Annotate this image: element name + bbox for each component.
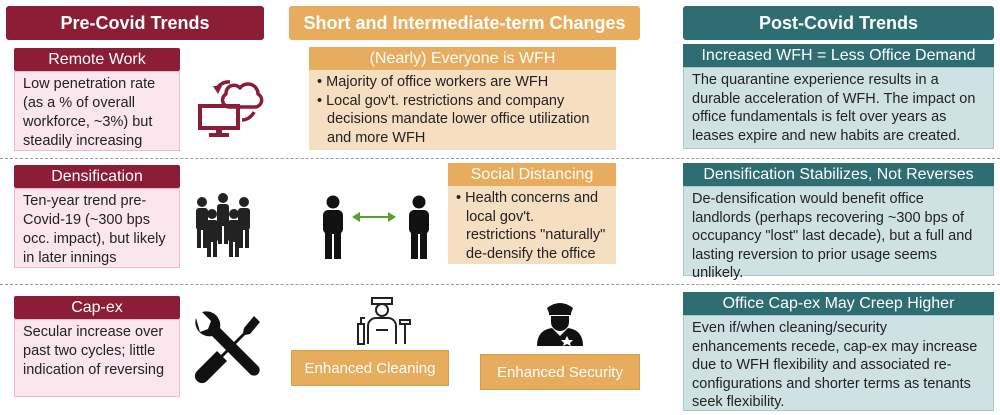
enhanced-security-pill: Enhanced Security xyxy=(480,354,640,390)
header-short-term: Short and Intermediate-term Changes xyxy=(289,6,640,40)
row-divider xyxy=(0,284,1000,285)
bullet-item: • Majority of office workers are WFH xyxy=(317,73,608,92)
header-pre-covid: Pre-Covid Trends xyxy=(6,6,264,40)
person-icon xyxy=(405,195,433,259)
densification-title: Densification xyxy=(14,165,180,188)
densification-stabilizes-title: Densification Stabilizes, Not Reverses xyxy=(683,163,994,186)
bullet-item: • Health concerns and local gov't. restrictions "naturally" de-densify the office xyxy=(456,189,608,263)
less-office-demand-title: Increased WFH = Less Office Demand xyxy=(683,44,994,67)
capex-creep-body: Even if/when cleaning/security enhancements recede, cap-ex may increase due to WFH flexibility and associated re-configurations and shorter terms as tenants seek flexibility. xyxy=(683,315,994,411)
cleaner-icon xyxy=(354,294,412,346)
security-guard-icon xyxy=(533,298,587,346)
social-distancing-body xyxy=(448,186,616,264)
densification-stabilizes-body: De-densification would benefit office landlords (perhaps recovering ~300 bps of occupancy "lost" last decade), but a full and lasting reversion to prior usage seems unlikely. xyxy=(683,186,994,276)
capex-creep-title: Office Cap-ex May Creep Higher xyxy=(683,292,994,315)
remote-work-title: Remote Work xyxy=(14,48,180,71)
everyone-wfh-body xyxy=(309,70,616,150)
header-post-covid: Post-Covid Trends xyxy=(683,6,994,40)
less-office-demand-body: The quarantine experience results in a durable acceleration of WFH. The impact on office fundamentals is felt over years as leases expire and new habits are created. xyxy=(683,67,994,149)
cloud-sync-monitor-icon xyxy=(196,72,266,138)
remote-work-body: Low penetration rate (as a % of overall workforce, ~3%) but steadily increasing xyxy=(14,71,180,151)
distance-arrow-icon xyxy=(352,211,396,223)
capex-body: Secular increase over past two cycles; little indication of reversing xyxy=(14,319,180,397)
bullet-item: • Local gov't. restrictions and company decisions mandate lower office utilization and more WFH xyxy=(317,92,608,148)
densification-body: Ten-year trend pre-Covid-19 (~300 bps occ. impact), but likely in later innings xyxy=(14,188,180,268)
everyone-wfh-title: (Nearly) Everyone is WFH xyxy=(309,47,616,70)
crowd-icon xyxy=(193,192,253,258)
row-divider xyxy=(0,158,1000,159)
social-distancing-title: Social Distancing xyxy=(448,163,616,186)
enhanced-cleaning-pill: Enhanced Cleaning xyxy=(291,350,449,386)
person-icon xyxy=(319,195,347,259)
tools-icon xyxy=(188,312,264,388)
capex-title: Cap-ex xyxy=(14,296,180,319)
